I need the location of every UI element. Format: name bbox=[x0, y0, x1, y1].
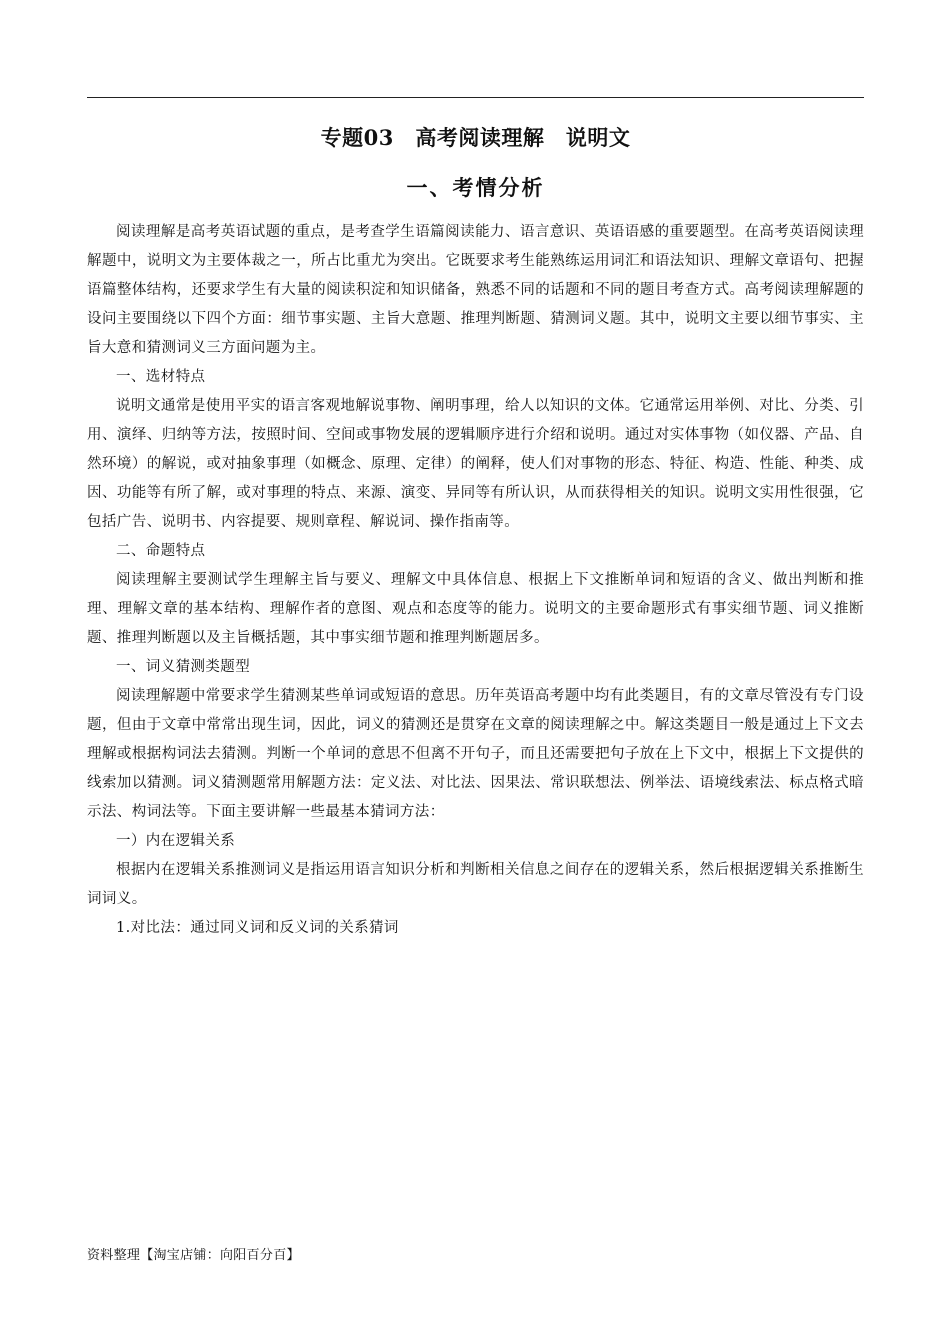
paragraph-word-guessing: 阅读理解题中常要求学生猜测某些单词或短语的意思。历年英语高考题中均有此类题目，有的文章尽管没有专门设题，但由于文章中常常出现生词，因此，词义的猜测还是贯穿在文章的阅读理解之中。解这类题目一般是通过上下文去理解或根据构词法去猜测。判断一个单词的意思不但离不开句子，而且还需要把句子放在上下文中，根据上下文提供的线索加以猜测。词义猜测题常用解题方法：定义法、对比法、因果法、常识联想法、例举法、语境线索法、标点格式暗示法、构词法等。下面主要讲解一些最基本猜词方法： bbox=[87, 688, 864, 820]
subheading-contrast-method: 1.对比法：通过同义词和反义词的关系猜词 bbox=[116, 920, 399, 936]
paragraph-material-features: 说明文通常是使用平实的语言客观地解说事物、阐明事理，给人以知识的文体。它通常运用举例、对比、分类、引用、演绎、归纳等方法，按照时间、空间或事物发展的逻辑顺序进行介绍和说明。通过对实体事物（如仪器、产品、自然环境）的解说，或对抽象事理（如概念、原理、定律）的阐释，使人们对事物的形态、特征、构造、性能、种类、成因、功能等有所了解，或对事理的特点、来源、演变、异同等有所认识，从而获得相关的知识。说明文实用性很强，它包括广告、说明书、内容提要、规则章程、解说词、操作指南等。 bbox=[87, 398, 864, 530]
document-title: 专题03 高考阅读理解 说明文 bbox=[320, 125, 631, 150]
subheading-question-features: 二、命题特点 bbox=[116, 543, 206, 559]
header-rule bbox=[87, 97, 864, 98]
paragraph-internal-logic: 根据内在逻辑关系推测词义是指运用语言知识分析和判断相关信息之间存在的逻辑关系，然后根据逻辑关系推断生词词义。 bbox=[87, 862, 864, 907]
subheading-material-features: 一、选材特点 bbox=[116, 369, 206, 385]
paragraph-question-features: 阅读理解主要测试学生理解主旨与要义、理解文中具体信息、根据上下文推断单词和短语的含义、做出判断和推理、理解文章的基本结构、理解作者的意图、观点和态度等的能力。说明文的主要命题形式有事实细节题、词义推断题、推理判断题以及主旨概括题，其中事实细节题和推理判断题居多。 bbox=[87, 572, 864, 646]
page-footer: 资料整理【淘宝店铺：向阳百分百】 bbox=[87, 1248, 300, 1263]
section-heading: 一、考情分析 bbox=[406, 175, 545, 200]
document-body bbox=[87, 218, 864, 943]
paragraph-intro: 阅读理解是高考英语试题的重点，是考查学生语篇阅读能力、语言意识、英语语感的重要题型。在高考英语阅读理解题中，说明文为主要体裁之一，所占比重尤为突出。它既要求考生能熟练运用词汇和语法知识、理解文章语句、把握语篇整体结构，还要求学生有大量的阅读积淀和知识储备，熟悉不同的话题和不同的题目考查方式。高考阅读理解题的设问主要围绕以下四个方面：细节事实题、主旨大意题、推理判断题、猜测词义题。其中，说明文主要以细节事实、主旨大意和猜测词义三方面问题为主。 bbox=[87, 224, 864, 356]
subheading-internal-logic: 一）内在逻辑关系 bbox=[116, 833, 236, 849]
subheading-word-guessing: 一、词义猜测类题型 bbox=[116, 659, 251, 675]
